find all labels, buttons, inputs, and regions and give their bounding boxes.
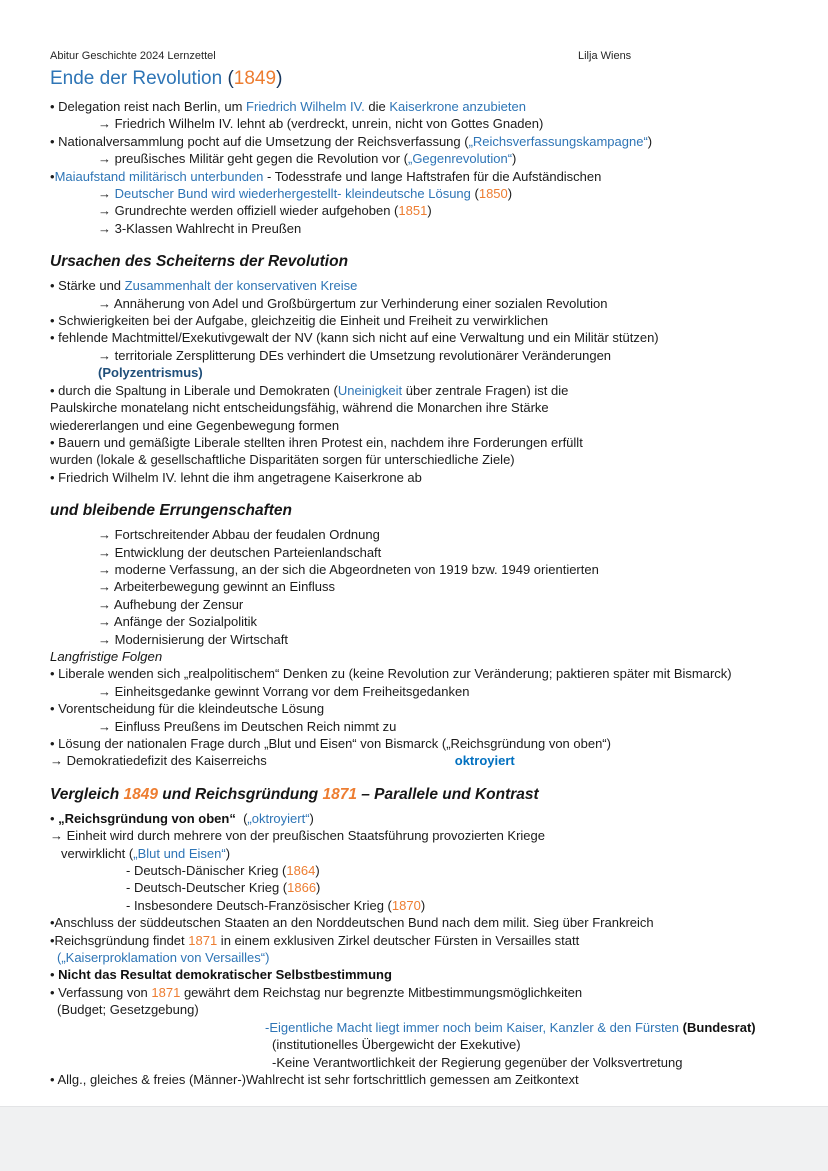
text-segment: → territoriale Zersplitterung DEs verhindert die Umsetzung revolutionärer Veränderungen xyxy=(98,347,612,363)
text-segment: ( xyxy=(235,810,248,826)
text-line xyxy=(50,683,820,700)
text-segment: ) xyxy=(315,863,320,879)
text-line xyxy=(50,845,820,862)
text-line xyxy=(50,700,820,717)
text-segment: Langfristige Folgen xyxy=(50,648,163,664)
text-segment: •Anschluss der süddeutschen Staaten an den Norddeutschen Bund nach dem milit. Sieg über Frankreich xyxy=(50,915,654,931)
text-line xyxy=(50,862,820,879)
header-left-text: Abitur Geschichte 2024 Lernzettel xyxy=(50,50,216,62)
text-segment: und Reichsgründung xyxy=(158,785,323,803)
text-segment: ) xyxy=(316,880,321,896)
text-segment: ( xyxy=(470,186,479,202)
text-line xyxy=(50,1036,820,1053)
text-segment: ) xyxy=(427,203,432,219)
text-segment: wurden (lokale & gesellschaftliche Disparitäten sorgen für unterschiedliche Ziele) xyxy=(50,452,515,468)
text-line xyxy=(50,914,820,931)
text-segment: → xyxy=(50,753,67,769)
text-line xyxy=(50,98,820,115)
section-heading xyxy=(50,501,820,521)
text-line xyxy=(50,277,820,294)
text-line xyxy=(50,295,820,312)
text-segment: • Delegation reist nach Berlin, um xyxy=(50,99,247,114)
text-segment: → Arbeiterbewegung gewinnt an Einfluss xyxy=(98,579,336,595)
text-line xyxy=(50,185,820,202)
text-line xyxy=(50,469,820,486)
text-segment: – Parallele und Kontrast xyxy=(356,785,539,803)
text-segment: → Aufhebung der Zensur xyxy=(98,596,244,612)
text-line xyxy=(50,718,820,735)
text-segment: → xyxy=(50,828,67,844)
text-segment: 1864 xyxy=(286,863,316,879)
text-segment: • Bauern und gemäßigte Liberale stellten ihren Protest ein, nachdem ihre Forderungen erfüllt xyxy=(50,434,583,450)
text-segment: ) xyxy=(276,68,283,89)
text-segment: • Liberale wenden sich „realpolitischem“ Denken zu (keine Revolution zur Veränderung; paktieren später mit Bismarck) xyxy=(50,666,732,682)
text-segment: Friedrich Wilhelm IV. xyxy=(246,99,365,114)
text-segment: und bleibende Errungenschaften xyxy=(50,502,292,520)
text-segment: Deutscher Bund wird wiederhergestellt- kleindeutsche Lösung xyxy=(114,186,471,202)
text-line xyxy=(50,613,820,630)
text-segment: - Todesstrafe und lange Haftstrafen für die Aufständischen xyxy=(263,168,602,184)
text-segment: Einheit wird durch mehrere von der preußischen Staatsführung provozierten Kriege xyxy=(66,828,545,844)
text-segment: • Verfassung von xyxy=(50,984,152,1000)
text-line xyxy=(50,417,820,434)
text-line xyxy=(50,168,820,185)
sub-heading xyxy=(50,648,820,665)
text-line xyxy=(50,329,820,346)
text-segment: Uneinigkeit xyxy=(337,382,403,398)
text-line xyxy=(50,451,820,468)
text-segment: 1849 xyxy=(123,785,158,803)
text-segment: → preußisches Militär geht gegen die Revolution vor ( xyxy=(98,151,408,167)
text-segment: „Blut und Eisen“ xyxy=(133,845,226,861)
text-segment: ) xyxy=(309,810,314,826)
text-segment: → Fortschreitender Abbau der feudalen Ordnung xyxy=(98,527,380,543)
text-line xyxy=(50,596,820,613)
text-segment: „Gegenrevolution“ xyxy=(407,151,513,167)
text-line xyxy=(50,312,820,329)
text-line xyxy=(50,810,820,827)
text-segment: • xyxy=(50,810,59,826)
text-line xyxy=(50,150,820,167)
text-line xyxy=(50,735,820,752)
text-line xyxy=(50,220,820,237)
text-segment: „Reichsverfassungskampagne“ xyxy=(468,133,648,149)
text-segment: • durch die Spaltung in Liberale und Demokraten ( xyxy=(50,382,338,398)
text-segment: Maiaufstand militärisch unterbunden xyxy=(54,168,264,184)
text-segment: • Stärke und xyxy=(50,278,125,294)
text-line xyxy=(50,949,820,966)
text-segment: Ursachen des Scheiterns der Revolution xyxy=(50,253,349,271)
text-line xyxy=(50,827,820,844)
text-line xyxy=(50,1054,820,1071)
text-line xyxy=(50,347,820,364)
document-body xyxy=(50,67,820,1088)
text-segment: 1871 xyxy=(188,932,218,948)
text-segment: („Kaiserproklamation von Versailles“) xyxy=(57,950,270,966)
text-line xyxy=(50,399,820,416)
text-line xyxy=(50,434,820,451)
text-segment: oktroyiert xyxy=(454,753,515,769)
text-line xyxy=(50,578,820,595)
page-title xyxy=(50,67,820,91)
text-segment: Paulskirche monatelang nicht entscheidungsfähig, während die Monarchen ihre Stärke xyxy=(50,400,549,416)
text-segment: → Anfänge der Sozialpolitik xyxy=(98,614,257,630)
text-segment: Kaiserkrone anzubieten xyxy=(389,99,526,114)
page-end-background xyxy=(0,1106,828,1171)
text-line xyxy=(50,879,820,896)
text-segment: -Eigentliche Macht liegt immer noch beim Kaiser, Kanzler & den Fürsten xyxy=(265,1019,680,1035)
text-segment: • Schwierigkeiten bei der Aufgabe, gleichzeitig die Einheit und Freiheit zu verwirklichen xyxy=(50,313,549,329)
text-segment: - Deutsch-Dänischer Krieg ( xyxy=(126,863,287,879)
text-segment: 1871 xyxy=(151,984,181,1000)
text-line xyxy=(50,561,820,578)
text-line xyxy=(50,364,820,381)
text-segment: → Einfluss Preußens im Deutschen Reich nimmt zu xyxy=(98,718,397,734)
text-segment: wiedererlangen und eine Gegenbewegung formen xyxy=(50,417,340,433)
text-segment: • Allg., gleiches & freies (Männer-)Wahlrecht ist sehr fortschrittlich gemessen am Zeitkontext xyxy=(50,1071,579,1087)
text-segment: 1866 xyxy=(287,880,317,896)
text-segment: gewährt dem Reichstag nur begrenzte Mitbestimmungsmöglichkeiten xyxy=(180,984,583,1000)
text-line xyxy=(50,1001,820,1018)
text-line xyxy=(50,526,820,543)
section-heading xyxy=(50,785,820,805)
text-segment: ) xyxy=(507,186,513,202)
text-segment: über zentrale Fragen) ist die xyxy=(402,382,569,398)
text-segment: • fehlende Machtmittel/Exekutivgewalt der NV (kann sich nicht auf eine Verwaltung und ein Militär stützen) xyxy=(50,330,659,346)
text-segment: „Reichsgründung von oben“ xyxy=(58,810,236,826)
text-line xyxy=(50,1071,820,1088)
text-segment: • xyxy=(50,967,59,983)
text-line xyxy=(50,133,820,150)
text-line xyxy=(50,544,820,561)
text-segment: ) xyxy=(512,151,517,167)
text-segment: (Bundesrat) xyxy=(682,1019,756,1035)
text-segment: Demokratiedefizit des Kaiserreichs xyxy=(66,753,267,769)
text-line xyxy=(50,752,820,769)
text-line xyxy=(50,665,820,682)
text-line xyxy=(50,115,820,132)
text-segment: die xyxy=(364,99,390,114)
text-segment: 1851 xyxy=(398,203,428,219)
text-segment: ( xyxy=(227,68,234,89)
text-segment: → moderne Verfassung, an der sich die Abgeordneten von 1919 bzw. 1949 orientierten xyxy=(98,561,599,577)
text-line xyxy=(50,631,820,648)
text-segment: ) xyxy=(647,133,653,149)
text-segment: •Reichsgründung findet xyxy=(50,932,189,948)
text-segment: in einem exklusiven Zirkel deutscher Fürsten in Versailles statt xyxy=(217,932,580,948)
text-segment: (Polyzentrismus) xyxy=(98,365,203,381)
text-segment: → Friedrich Wilhelm IV. lehnt ab (verdreckt, unrein, nicht von Gottes Gnaden) xyxy=(98,116,544,132)
text-segment: Ende der Revolution xyxy=(50,68,228,89)
text-segment: • Nationalversammlung pocht auf die Umsetzung der Reichsverfassung ( xyxy=(50,133,469,149)
text-segment: • Vorentscheidung für die kleindeutsche Lösung xyxy=(50,701,325,717)
text-segment: verwirklicht ( xyxy=(61,845,134,861)
text-line xyxy=(50,382,820,399)
text-segment: • Lösung der nationalen Frage durch „Blut und Eisen“ von Bismarck („Reichsgründung von oben“) xyxy=(50,736,611,751)
text-line xyxy=(50,1019,820,1036)
text-segment: → Entwicklung der deutschen Parteienlandschaft xyxy=(98,544,382,560)
text-segment: 1850 xyxy=(478,186,508,202)
text-segment: 1871 xyxy=(322,785,357,803)
page-header xyxy=(50,50,820,65)
text-segment: (institutionelles Übergewicht der Exekutive) xyxy=(272,1037,521,1053)
text-segment: • Friedrich Wilhelm IV. lehnt die ihm angetragene Kaiserkrone ab xyxy=(50,469,422,485)
section-heading xyxy=(50,252,820,272)
header-right-text: Lilja Wiens xyxy=(578,50,632,62)
text-segment: - Deutsch-Deutscher Krieg ( xyxy=(126,880,288,896)
text-segment: - Insbesondere Deutsch-Französischer Krieg ( xyxy=(126,897,392,913)
text-segment: ) xyxy=(420,897,426,913)
text-line xyxy=(50,966,820,983)
text-segment: → Modernisierung der Wirtschaft xyxy=(98,631,289,647)
text-segment: → Annäherung von Adel und Großbürgertum zur Verhinderung einer sozialen Revolution xyxy=(98,295,608,311)
text-segment: 1849 xyxy=(233,68,277,89)
text-segment: → xyxy=(98,186,115,202)
text-segment: „oktroyiert“ xyxy=(247,810,310,826)
text-segment: • xyxy=(50,168,55,184)
text-segment: Nicht das Resultat demokratischer Selbstbestimmung xyxy=(58,967,392,983)
text-segment: (Budget; Gesetzgebung) xyxy=(57,1002,199,1018)
text-segment: Vergleich xyxy=(50,785,124,803)
text-segment: → Grundrechte werden offiziell wieder aufgehoben ( xyxy=(98,203,399,219)
text-line xyxy=(50,984,820,1001)
text-line xyxy=(50,897,820,914)
text-segment: Zusammenhalt der konservativen Kreise xyxy=(124,278,358,294)
text-line xyxy=(50,932,820,949)
text-segment: → Einheitsgedanke gewinnt Vorrang vor dem Freiheitsgedanken xyxy=(98,683,470,699)
text-segment: 1870 xyxy=(391,897,421,913)
text-segment: → 3-Klassen Wahlrecht in Preußen xyxy=(98,220,302,236)
text-line xyxy=(50,202,820,219)
text-segment: -Keine Verantwortlichkeit der Regierung gegenüber der Volksvertretung xyxy=(272,1054,683,1070)
text-segment: ) xyxy=(225,845,231,861)
